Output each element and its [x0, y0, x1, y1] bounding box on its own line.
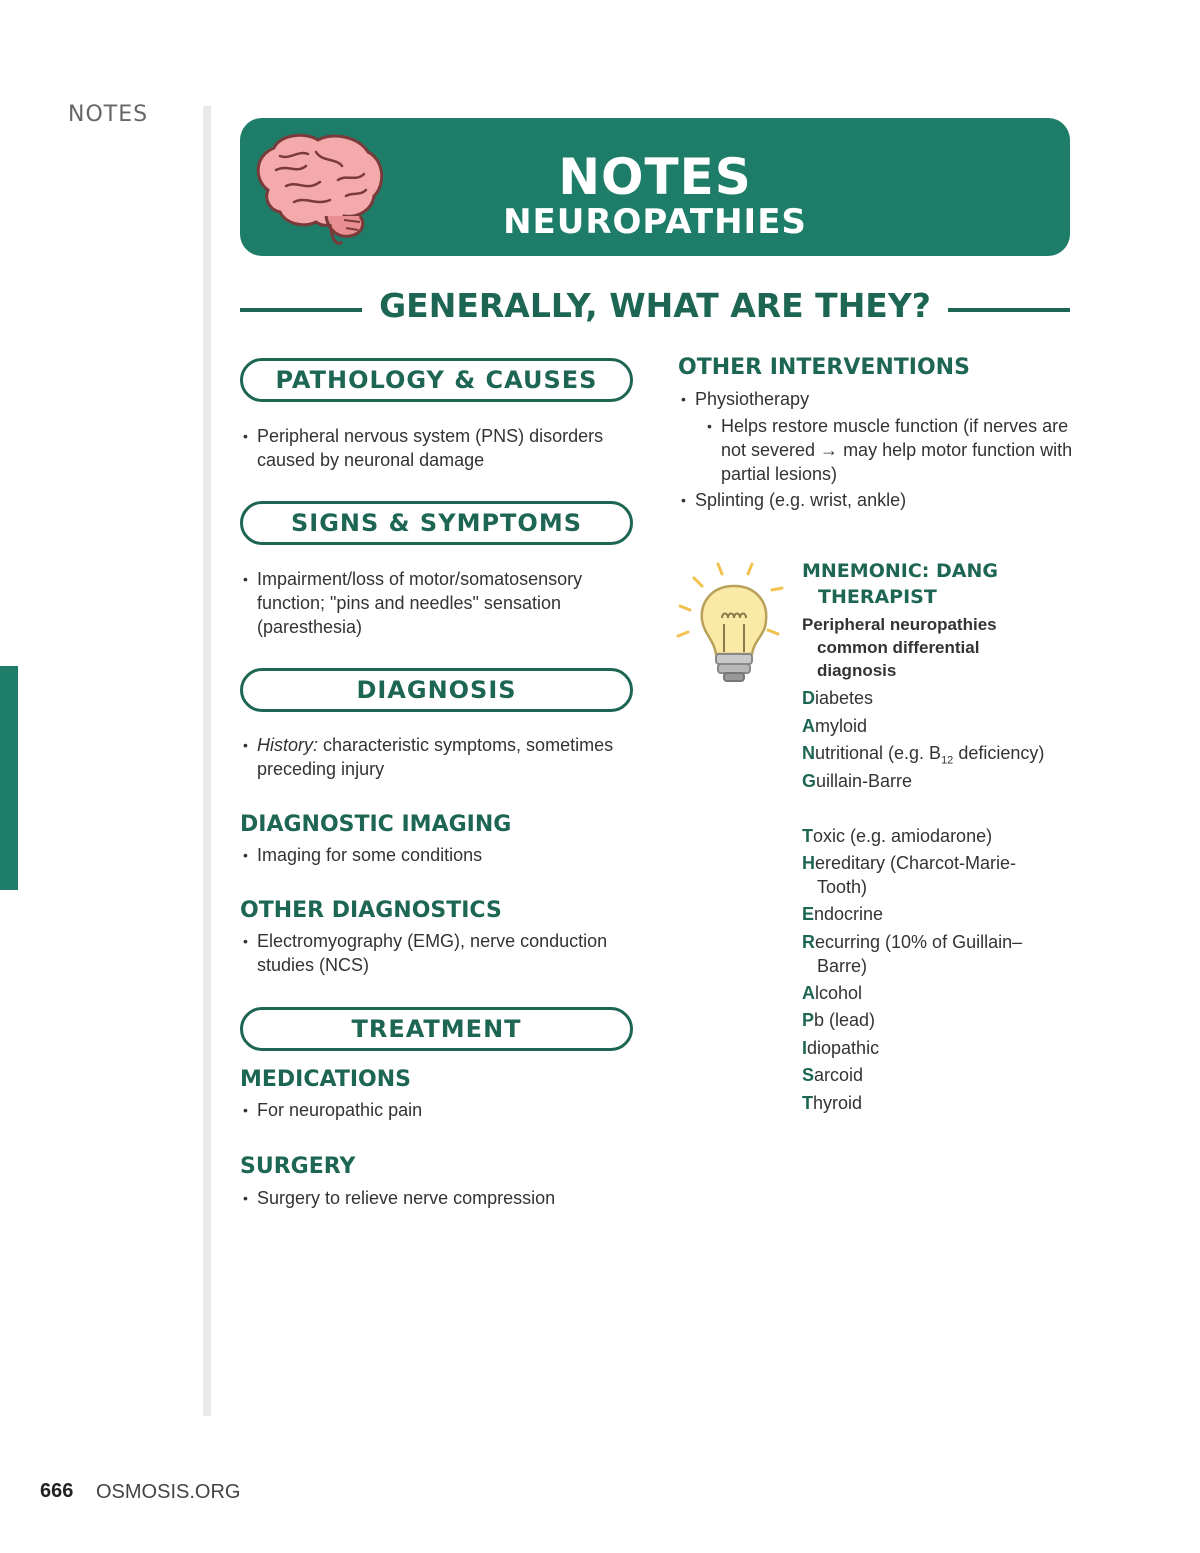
side-label: NOTES — [68, 102, 149, 127]
signs-pill: SIGNS & SYMPTOMS — [240, 501, 633, 545]
surgery-bullet: • Surgery to relieve nerve compression — [240, 1186, 637, 1210]
side-chapter-tab — [0, 666, 18, 890]
mnemonic-item-p: Pb (lead) — [802, 1010, 876, 1030]
section-heading-text: GENERALLY, WHAT ARE THEY? — [379, 286, 931, 325]
imaging-heading: DIAGNOSTIC IMAGING — [240, 812, 512, 837]
banner-subtitle: NEUROPATHIES — [503, 202, 807, 242]
other-diagnostics-bullet: • Electromyography (EMG), nerve conduction studies (NCS) — [240, 929, 637, 977]
lightbulb-icon — [674, 558, 788, 690]
history-text: characteristic symptoms, sometimes preceding injury — [257, 735, 614, 779]
title-banner — [240, 118, 1070, 256]
mnemonic-item-s: Sarcoid — [802, 1065, 864, 1085]
pathology-bullet: • Peripheral nervous system (PNS) disorders caused by neuronal damage — [240, 424, 637, 472]
mnemonic-item-h: Hereditary (Charcot-Marie-Tooth) — [802, 853, 1017, 897]
intervention-bullet-2: • Splinting (e.g. wrist, ankle) — [678, 488, 1075, 512]
mnemonic-item-r: Recurring (10% of Guillain–Barre) — [802, 932, 1023, 976]
mnemonic-item-t: Toxic (e.g. amiodarone) — [802, 826, 993, 846]
footer-site: OSMOSIS.ORG — [96, 1481, 241, 1503]
treatment-pill: TREATMENT — [240, 1007, 633, 1051]
other-diagnostics-heading: OTHER DIAGNOSTICS — [240, 898, 502, 923]
mnemonic-item-n: Nutritional (e.g. $B_{12}$ deficiency) — [802, 743, 1045, 767]
intervention-bullet-1: • Physiotherapy — [678, 387, 1075, 411]
mnemonic-item-a2: Alcohol — [802, 983, 863, 1003]
page-number: 666 — [40, 1480, 74, 1502]
intervention-sub-bullet: • Helps restore muscle function (if nerves are not severed → may help motor function with partial lesions) — [704, 414, 1081, 486]
mnemonic-item-t2: Thyroid — [802, 1093, 863, 1113]
mnemonic-item-i: Idiopathic — [802, 1038, 880, 1058]
heading-rule-right — [948, 308, 1070, 312]
imaging-bullet: • Imaging for some conditions — [240, 843, 637, 867]
signs-bullet: • Impairment/loss of motor/somatosensory function; "pins and needles" sensation (paresthesia) — [240, 567, 637, 639]
mnemonic-title: MNEMONIC: DANG THERAPIST — [802, 560, 998, 608]
mnemonic-item-a: Amyloid — [802, 716, 868, 736]
diagnosis-pill: DIAGNOSIS — [240, 668, 633, 712]
history-label: History: — [257, 735, 319, 755]
pathology-pill: PATHOLOGY & CAUSES — [240, 358, 633, 402]
mnemonic-item-e: Endocrine — [802, 904, 884, 924]
side-divider — [203, 106, 211, 1416]
medications-heading: MEDICATIONS — [240, 1067, 411, 1092]
medications-bullet: • For neuropathic pain — [240, 1098, 637, 1122]
diagnosis-bullet — [240, 733, 637, 781]
surgery-heading: SURGERY — [240, 1154, 356, 1179]
other-interventions-heading: OTHER INTERVENTIONS — [678, 355, 970, 380]
section-heading — [240, 286, 1070, 332]
mnemonic-item-g: Guillain-Barre — [802, 771, 913, 791]
banner-title: NOTES — [558, 148, 752, 206]
mnemonic-description: Peripheral neuropathies common differential diagnosis — [802, 615, 997, 680]
mnemonic-item-d: Diabetes — [802, 688, 874, 708]
